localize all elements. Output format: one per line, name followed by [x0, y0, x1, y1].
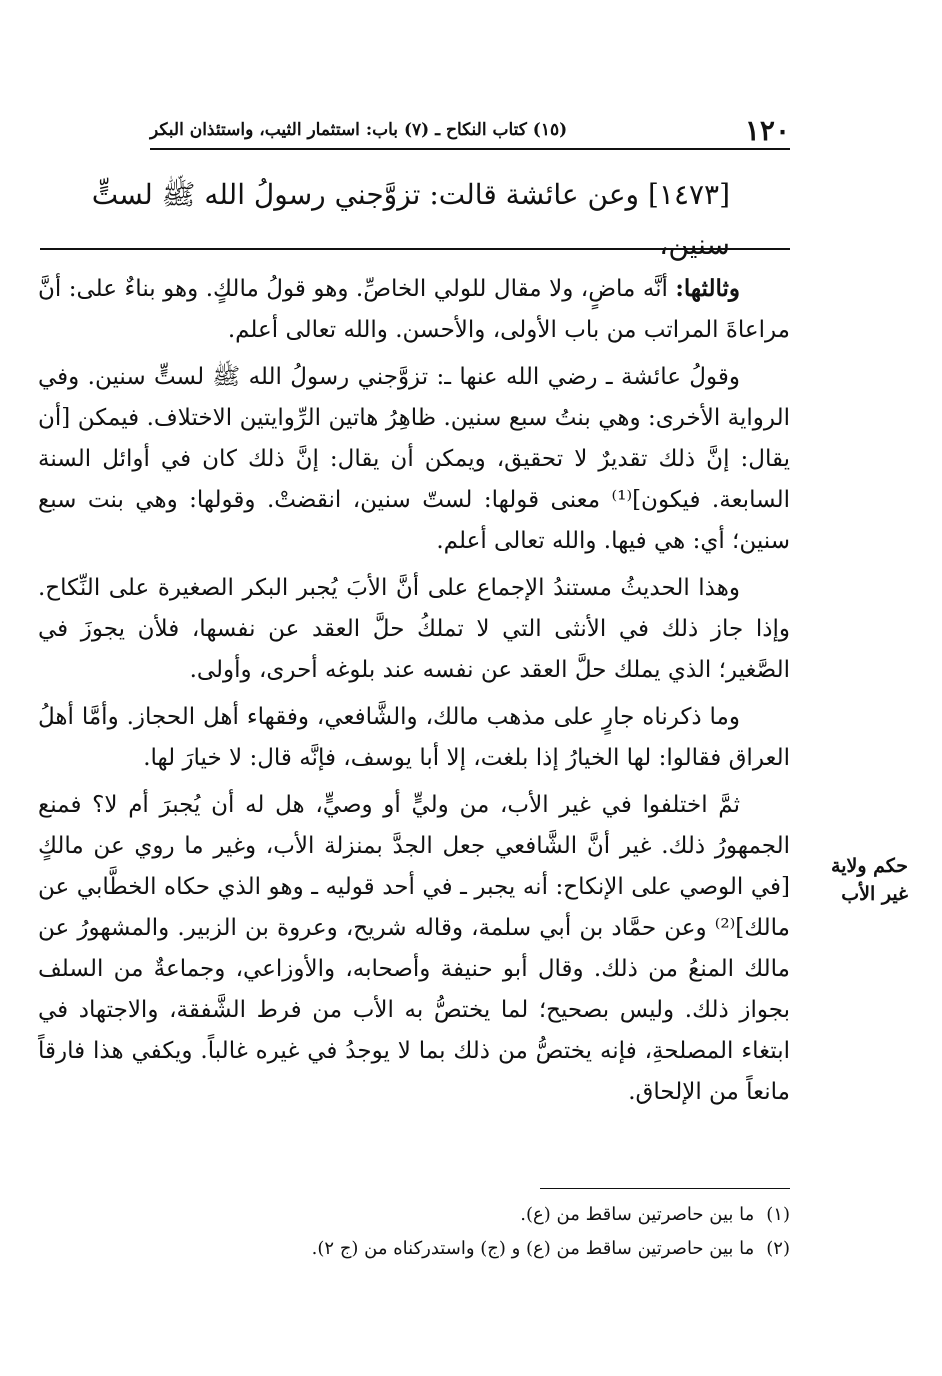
page-header — [150, 112, 790, 150]
commentary-body — [38, 268, 790, 1119]
paragraph-text: ثمَّ اختلفوا في غير الأب، من وليٍّ أو وصيٍّ، هل له أن يُجبرَ أم لا؟ فمنع الجمهورُ ذلك. غير أنَّ الشَّافعي جعل الجدَّ بمنزلة الأب، وغير ما روي عن مالكٍ [في الوصي على الإنكاح: أنه يجبر ـ في أحد قوليه ـ وهو الذي حكاه الخطَّابي عن مالك]⁽²⁾ وعن حمَّاد بن أبي سلمة، وقاله شريح، وعروة بن الزبير. والمشهورُ عن مالك المنعُ من ذلك. وقال أبو حنيفة وأصحابه، والأوزاعي، وجماعةٌ من السلف بجواز ذلك. وليس بصحيح؛ لما يختصُّ به الأب من فرط الشَّفقة، والاجتهاد في ابتغاء المصلحةِ، فإنه يختصُّ من ذلك بما لا يوجدُ في غيره غالباً. ويكفي هذا فارقاً مانعاً من الإلحاق. — [38, 792, 790, 1105]
footnote-separator — [540, 1188, 790, 1189]
footnote-text: ما بين حاصرتين ساقط من (ع) و (ج) واستدركناه من (ج ٢). — [311, 1238, 755, 1259]
running-head: (١٥) كتاب النكاح ـ (٧) باب: استثمار الثيب، واستئذان البكر — [150, 120, 568, 140]
paragraph — [38, 357, 790, 562]
paragraph — [38, 785, 790, 1113]
footnote-number: (١) — [766, 1204, 790, 1225]
page-number: ١٢٠ — [744, 114, 790, 147]
footnotes — [200, 1198, 790, 1266]
paragraph-text: أنَّه ماضٍ، ولا مقال للولي الخاصِّ. وهو قولُ مالكٍ. وهو بناءٌ على: أنَّ مراعاةَ المراتب من باب الأولى، والأحسن. والله تعالى أعلم. — [38, 276, 790, 343]
paragraph — [38, 568, 790, 691]
paragraph-text: وقولُ عائشة ـ رضي الله عنها ـ: تزوَّجني رسولُ الله ﷺ لستٍّ سنين. وفي الرواية الأخرى: وهي بنتُ سبع سنين. ظاهِرُ هاتين الرِّوايتين الاختلاف. فيمكن [أن يقال: إنَّ ذلك تقديرٌ لا تحقيق، ويمكن أن يقال: إنَّ ذلك كان في أوائل السنة السابعة. فيكون]⁽¹⁾ معنى قولها: لستّ سنين، انقضتْ. وقولها: وهي بنت سبع سنين؛ أي: هي فيها. والله تعالى أعلم. — [38, 364, 790, 554]
footnote — [200, 1198, 790, 1232]
margin-heading: حكم ولاية غير الأب — [831, 855, 908, 905]
footnote-number: (٢) — [766, 1238, 790, 1259]
footnote-text: ما بين حاصرتين ساقط من (ع). — [520, 1204, 755, 1225]
paragraph-lead: وثالثها: — [675, 275, 740, 302]
paragraph-text: وما ذكرناه جارٍ على مذهب مالك، والشَّافعي، وفقهاء أهل الحجاز. وأمَّا أهلُ العراق فقالوا: لها الخيارُ إذا بلغت، إلا أبا يوسف، فإنَّه قال: لا خيارَ لها. — [38, 704, 790, 771]
separator-line — [40, 248, 790, 250]
paragraph-text: وهذا الحديثُ مستندُ الإجماع على أنَّ الأبَ يُجبر البكر الصغيرة على النِّكاح. وإذا جاز ذلك في الأنثى التي لا تملكُ حلَّ العقد عن نفسها، فلأن يجوزَ في الصَّغير؛ الذي يملك حلَّ العقد عن نفسه عند بلوغه أحرى، وأولى. — [38, 575, 790, 683]
paragraph — [38, 697, 790, 779]
footnote — [200, 1232, 790, 1266]
paragraph — [38, 268, 790, 351]
hadith-text: [١٤٧٣] وعن عائشة قالت: تزوَّجني رسولُ الله ﷺ لستٍّ سنين، — [91, 178, 730, 261]
